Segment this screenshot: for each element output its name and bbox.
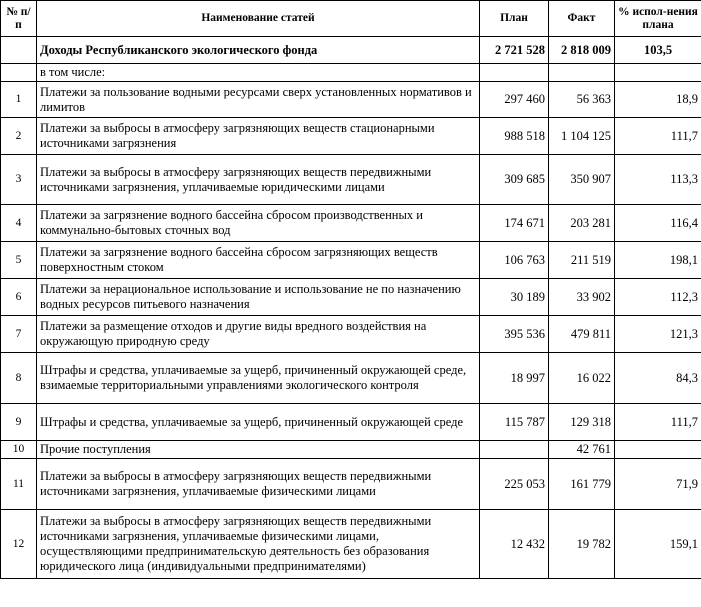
- row-num: 1: [1, 82, 37, 118]
- row-fact: 42 761: [549, 441, 615, 459]
- total-name: Доходы Республиканского экологического фонда: [37, 37, 480, 64]
- row-fact: 161 779: [549, 459, 615, 510]
- total-row: [1, 37, 701, 64]
- row-name: Штрафы и средства, уплачиваемые за ущерб, причиненный окружающей среде: [37, 404, 480, 441]
- total-num: [1, 37, 37, 64]
- row-fact: 129 318: [549, 404, 615, 441]
- row-num: 6: [1, 279, 37, 316]
- row-pct: 112,3: [615, 279, 701, 316]
- table-row: [1, 118, 701, 155]
- row-pct: 116,4: [615, 205, 701, 242]
- row-fact: 1 104 125: [549, 118, 615, 155]
- total-fact: 2 818 009: [549, 37, 615, 64]
- row-num: 12: [1, 510, 37, 579]
- row-name: Платежи за нерациональное использование и использование не по назначению водных ресурсов питьевого назначения: [37, 279, 480, 316]
- row-fact: 16 022: [549, 353, 615, 404]
- table-row: [1, 279, 701, 316]
- row-pct: 84,3: [615, 353, 701, 404]
- row-fact: 19 782: [549, 510, 615, 579]
- row-fact: 350 907: [549, 155, 615, 205]
- row-pct: 111,7: [615, 118, 701, 155]
- row-pct: [615, 441, 701, 459]
- row-pct: 198,1: [615, 242, 701, 279]
- row-name: Платежи за размещение отходов и другие виды вредного воздействия на окружающую природную среду: [37, 316, 480, 353]
- row-plan: 174 671: [480, 205, 549, 242]
- row-plan: 309 685: [480, 155, 549, 205]
- row-name: Платежи за выбросы в атмосферу загрязняющих веществ передвижными источниками загрязнения, уплачиваемые юридическими лицами: [37, 155, 480, 205]
- row-plan: 18 997: [480, 353, 549, 404]
- row-name: Платежи за загрязнение водного бассейна сбросом загрязняющих веществ поверхностным стоком: [37, 242, 480, 279]
- table-row: [1, 155, 701, 205]
- row-pct: 111,7: [615, 404, 701, 441]
- row-name: Платежи за пользование водными ресурсами сверх установленных нормативов и лимитов: [37, 82, 480, 118]
- row-num: 5: [1, 242, 37, 279]
- total-plan: 2 721 528: [480, 37, 549, 64]
- row-pct: 121,3: [615, 316, 701, 353]
- row-num: 3: [1, 155, 37, 205]
- row-plan: 115 787: [480, 404, 549, 441]
- row-fact: 211 519: [549, 242, 615, 279]
- table-row: [1, 510, 701, 579]
- table-row: [1, 205, 701, 242]
- row-num: 9: [1, 404, 37, 441]
- header-plan: План: [480, 1, 549, 37]
- row-num: 7: [1, 316, 37, 353]
- header-pct: % испол-нения плана: [615, 1, 701, 37]
- row-pct: 18,9: [615, 82, 701, 118]
- row-name: Платежи за выбросы в атмосферу загрязняющих веществ передвижными источниками загрязнения, уплачиваемые физическими лицами, осуществляющими предпринимательскую деятельность без образования юридического лица (индивидуальными предпринимателями): [37, 510, 480, 579]
- row-num: 10: [1, 441, 37, 459]
- header-fact: Факт: [549, 1, 615, 37]
- table-row: [1, 82, 701, 118]
- row-pct: 113,3: [615, 155, 701, 205]
- total-pct: 103,5: [615, 37, 701, 64]
- row-num: 2: [1, 118, 37, 155]
- table-row: [1, 316, 701, 353]
- row-plan: [480, 441, 549, 459]
- table-row: [1, 353, 701, 404]
- row-name: Платежи за выбросы в атмосферу загрязняющих веществ передвижными источниками загрязнения, уплачиваемые физическими лицами: [37, 459, 480, 510]
- row-fact: 56 363: [549, 82, 615, 118]
- row-num: 8: [1, 353, 37, 404]
- row-num: 4: [1, 205, 37, 242]
- header-num: № п/п: [1, 1, 37, 37]
- table-row: [1, 242, 701, 279]
- row-pct: 71,9: [615, 459, 701, 510]
- row-plan: 395 536: [480, 316, 549, 353]
- subheading-label: в том числе:: [37, 64, 480, 82]
- table-row: [1, 404, 701, 441]
- subheading-row: [1, 64, 701, 82]
- row-plan: 106 763: [480, 242, 549, 279]
- row-plan: 225 053: [480, 459, 549, 510]
- row-plan: 988 518: [480, 118, 549, 155]
- row-name: Платежи за выбросы в атмосферу загрязняющих веществ стационарными источниками загрязнения: [37, 118, 480, 155]
- row-plan: 297 460: [480, 82, 549, 118]
- row-num: 11: [1, 459, 37, 510]
- table-row: [1, 459, 701, 510]
- row-name: Платежи за загрязнение водного бассейна сбросом производственных и коммунально-бытовых сточных вод: [37, 205, 480, 242]
- header-name: Наименование статей: [37, 1, 480, 37]
- row-fact: 33 902: [549, 279, 615, 316]
- row-plan: 30 189: [480, 279, 549, 316]
- row-fact: 203 281: [549, 205, 615, 242]
- table-row: [1, 441, 701, 459]
- row-plan: 12 432: [480, 510, 549, 579]
- table-header-row: [1, 1, 701, 37]
- row-pct: 159,1: [615, 510, 701, 579]
- row-name: Штрафы и средства, уплачиваемые за ущерб, причиненный окружающей среде, взимаемые территориальными управлениями экологического контроля: [37, 353, 480, 404]
- row-fact: 479 811: [549, 316, 615, 353]
- row-name: Прочие поступления: [37, 441, 480, 459]
